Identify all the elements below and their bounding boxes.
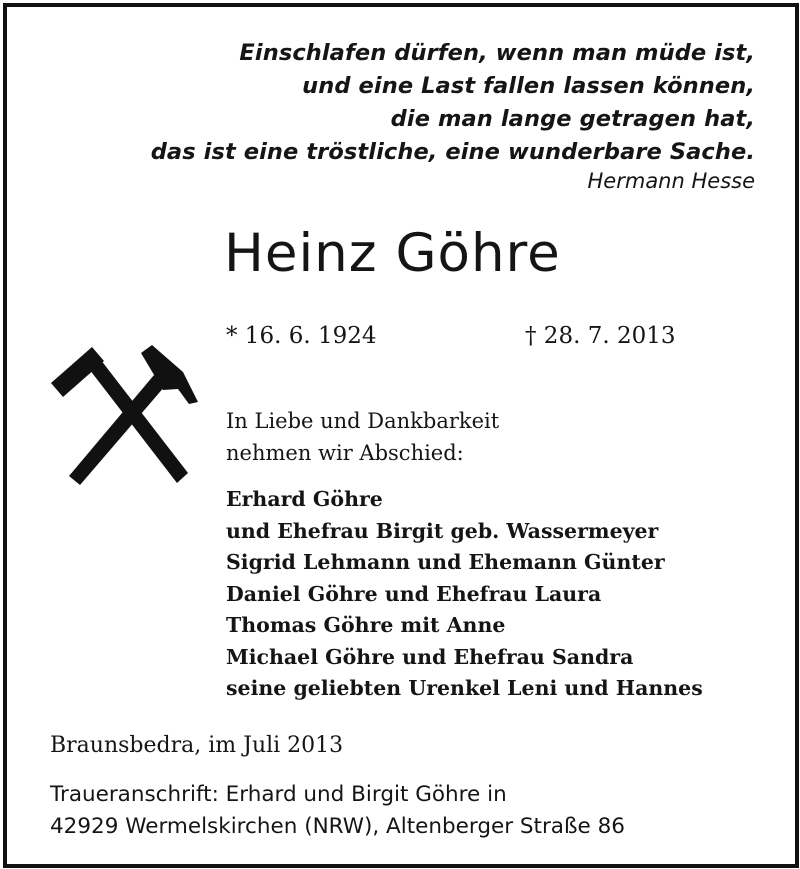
hammer-and-pick-icon <box>50 345 200 487</box>
quote-line: die man lange getragen hat, <box>390 106 755 132</box>
intro-line: nehmen wir Abschied: <box>226 441 464 465</box>
deceased-name: Heinz Göhre <box>224 223 561 284</box>
mourner-line: und Ehefrau Birgit geb. Wassermeyer <box>226 518 659 543</box>
death-date: † 28. 7. 2013 <box>525 323 676 349</box>
quote-line: das ist eine tröstliche, eine wunderbare Sache. <box>150 139 755 165</box>
birth-date: * 16. 6. 1924 <box>226 323 377 349</box>
quote-line: Einschlafen dürfen, wenn man müde ist, <box>239 40 755 66</box>
mourner-line: Sigrid Lehmann und Ehemann Günter <box>226 550 665 574</box>
mourner-line: Daniel Göhre und Ehefrau Laura <box>226 581 602 606</box>
mourner-line: Thomas Göhre mit Anne <box>226 613 506 637</box>
mourning-address <box>50 779 625 843</box>
place-date: Braunsbedra, im Juli 2013 <box>50 733 344 758</box>
intro-text <box>226 405 499 469</box>
quote-line: und eine Last fallen lassen können, <box>302 73 755 99</box>
address-line: Traueranschrift: Erhard und Birgit Göhre in <box>50 782 507 807</box>
mourner-line: Erhard Göhre <box>226 487 383 511</box>
obituary-frame <box>3 3 799 868</box>
mourner-line: Michael Göhre und Ehefrau Sandra <box>226 644 634 669</box>
intro-line: In Liebe und Dankbarkeit <box>226 409 500 433</box>
mourners-list <box>226 484 703 705</box>
quote-author: Hermann Hesse <box>587 169 755 193</box>
mourner-line: seine geliebten Urenkel Leni und Hannes <box>226 676 703 700</box>
address-line: 42929 Wermelskirchen (NRW), Altenberger Straße 86 <box>50 814 625 839</box>
quote <box>151 37 755 169</box>
